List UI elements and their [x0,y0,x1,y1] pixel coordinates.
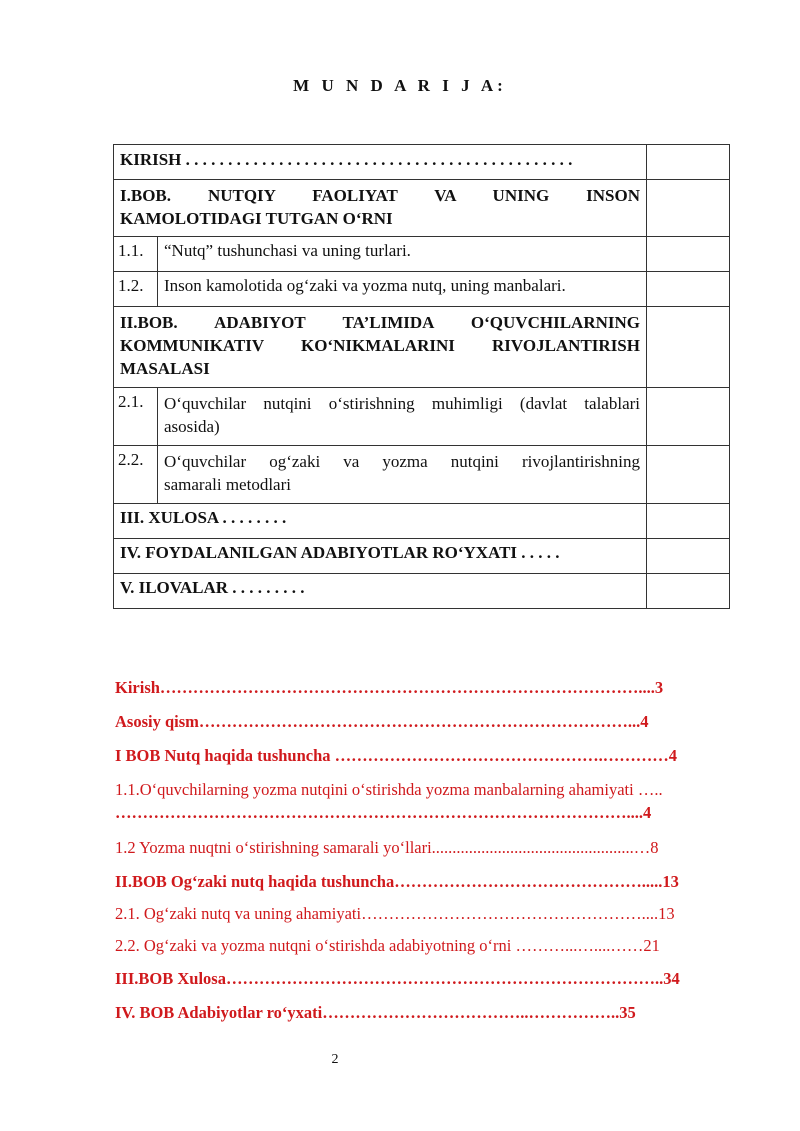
toc-row-bob1 [114,180,647,237]
section-number: 1.2. [114,272,158,307]
section-title: Inson kamolotida og‘zaki va yozma nutq, uning manbalari. [158,272,647,307]
red-toc-bob3: III.BOB Xulosa……………………………………………………………………..34 [115,969,680,988]
page-cell [647,307,730,388]
red-toc-asosiy-qism: Asosiy qism……………………………………………………………………...4 [115,712,649,731]
red-toc-1-2: 1.2 Yozma nuqtni o‘stirishning samarali yo‘llari.................................................…8 [115,838,659,857]
toc-row-foydalanilgan: IV. FOYDALANILGAN ADABIYOTLAR RO‘YXATI . . . . . [114,539,647,574]
page-cell [647,574,730,609]
page-cell [647,272,730,307]
page-cell [647,145,730,180]
section-title: O‘quvchilar og‘zaki va yozma nutqini rivojlantirishning samarali metodlari [158,446,647,504]
red-toc-2-2: 2.2. Og‘zaki va yozma nutqni o‘stirishda adabiyotning o‘rni ………...…....……21 [115,936,660,955]
bob2-line2: KOMMUNIKATIV KO‘NIKMALARINI RIVOJLANTIRISH [120,336,640,355]
page-cell [647,446,730,504]
page-number: 2 [331,1052,339,1067]
bob2-line3: MASALASI [120,359,210,378]
toc-row-kirish: KIRISH . . . . . . . . . . . . . . . . . . . . . . . . . . . . . . . . . . . . . . . . . . . . . . [114,145,647,180]
red-toc-2-1: 2.1. Og‘zaki nutq va uning ahamiyati……………………………………………....13 [115,904,675,923]
page-title: M U N D A R I J A: [293,76,507,95]
red-toc-bob2: II.BOB Og‘zaki nutq haqida tushuncha……………………………………….....13 [115,872,679,891]
contents-table [113,144,730,609]
page-cell [647,180,730,237]
toc-row-bob2 [114,307,647,388]
bob1-line1: I.BOB. NUTQIY FAOLIYAT VA UNING INSON [120,186,640,205]
red-toc-bob1: I BOB Nutq haqida tushuncha ………………………………………….…………4 [115,746,678,765]
page-cell [647,237,730,272]
section-number: 1.1. [114,237,158,272]
section-number: 2.2. [114,446,158,504]
bob1-line2: KAMOLOTIDAGI TUTGAN O‘RNI [120,209,393,228]
red-toc-bob4: IV. BOB Adabiyotlar ro‘yxati………………………………..……………..35 [115,1003,636,1022]
toc-row-ilovalar: V. ILOVALAR . . . . . . . . . [114,574,647,609]
red-toc-1-1: 1.1.O‘quvchilarning yozma nutqini o‘stirishda yozma manbalarning ahamiyati ….. [115,780,663,799]
section-title: O‘quvchilar nutqini o‘stirishning muhimligi (davlat talablari asosida) [158,388,647,446]
page-cell [647,388,730,446]
red-toc-kirish: Kirish……………………………………………………………………………....3 [115,678,664,697]
toc-row-xulosa: III. XULOSA . . . . . . . . [114,504,647,539]
section-number: 2.1. [114,388,158,446]
bob2-line1: II.BOB. ADABIYOT TA’LIMIDA O‘QUVCHILARNING [120,313,640,332]
page-cell [647,504,730,539]
red-toc-1-1-cont: …………………………………………………………………………………....4 [115,803,652,822]
section-title: “Nutq” tushunchasi va uning turlari. [158,237,647,272]
page-cell [647,539,730,574]
